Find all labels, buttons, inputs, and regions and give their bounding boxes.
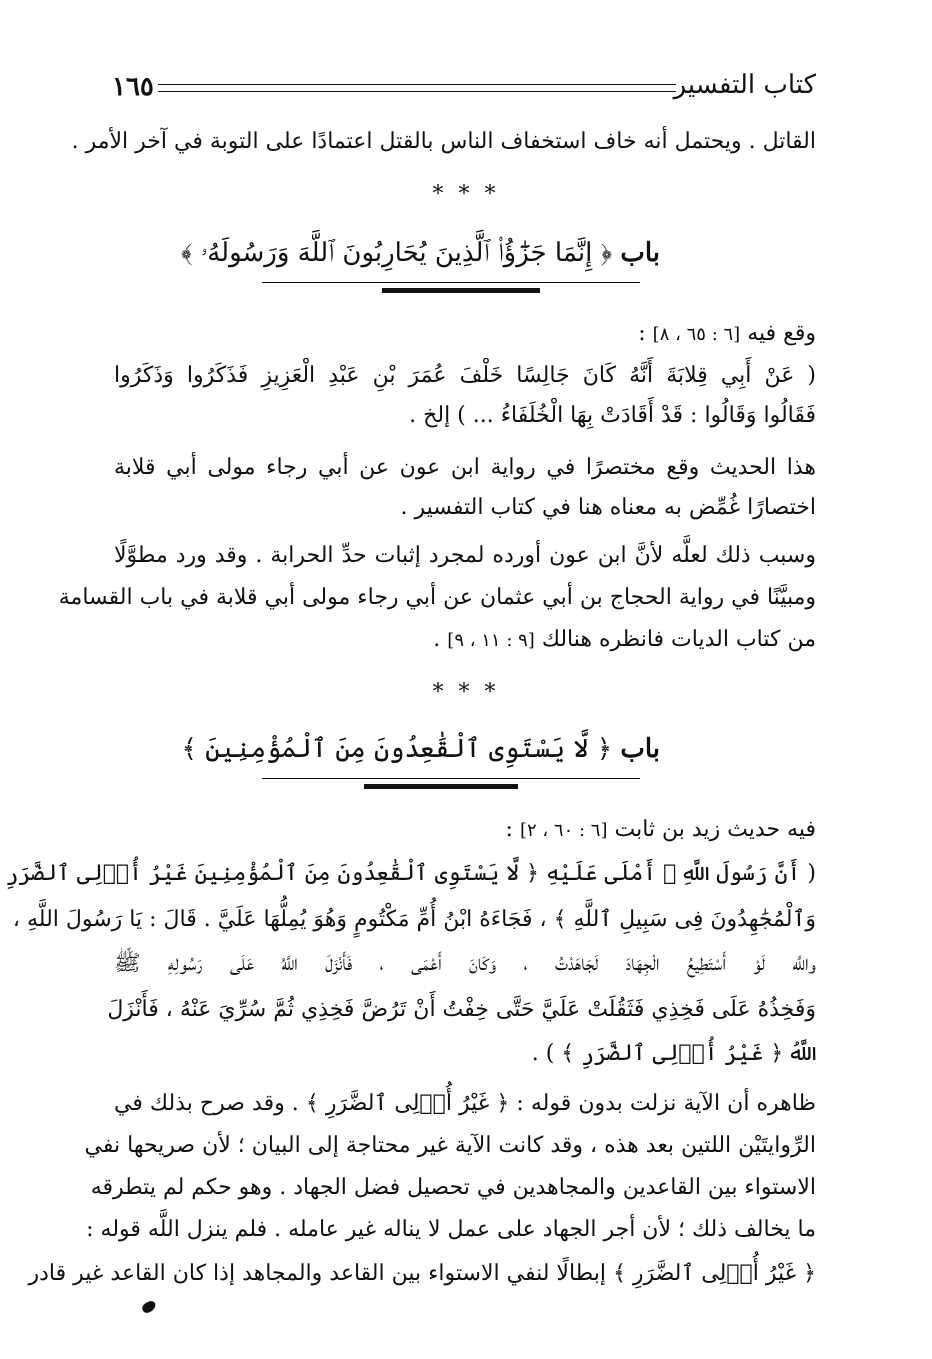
header-double-rule <box>158 84 676 92</box>
text-line: القاتل . ويحتمل أنه خاف استخفاف الناس بالقتل اعتمادًا على التوبة في آخر الأمر . <box>71 129 816 154</box>
text-line: الرِّوايتَيْن اللتين بعد هذه ، وقد كانت الآية غير محتاجة إلى البيان ؛ لأن صريحها نفي <box>84 1133 816 1158</box>
chapter-label: باب <box>620 238 660 268</box>
page-number: ١٦٥ <box>112 72 154 102</box>
text-line: اختصارًا غُمِّض به معناه هنا في كتاب التفسير . <box>400 495 816 520</box>
chapter-heading <box>181 238 660 269</box>
heading-thick-rule <box>364 784 518 789</box>
heading-thick-rule <box>382 288 540 293</box>
volume-reference: [٩ : ١١ ، ٩] <box>447 630 535 651</box>
page-header <box>100 64 816 104</box>
text-line <box>114 622 816 659</box>
running-title: كتاب التفسير <box>673 70 816 100</box>
text-line <box>114 812 816 849</box>
hadith-line: ( عَنْ أَبِي قِلابَةَ أَنَّهُ كَانَ جَالِسًا خَلْفَ عُمَرَ بْنِ عَبْدِ الْعَزِيزِ فَذَكَرُوا وَذَكَرُوا <box>114 363 816 388</box>
text-segment: . <box>433 627 441 652</box>
text-line: ظاهره أن الآية نزلت بدون قوله : ﴿ غَيْرُ أُو۟لِى ٱلضَّرَرِ ﴾ . وقد صرح بذلك في <box>114 1091 816 1116</box>
text-segment: : <box>638 321 646 346</box>
ink-blot <box>141 1300 158 1315</box>
hadith-line: وَٱلْمُجَٰهِدُونَ فِى سَبِيلِ ٱللَّهِ ﴾ ، فَجَاءَهُ ابْنُ أُمِّ مَكْتُومٍ وَهُوَ يُمِلُّهَا عَلَيَّ . قَالَ : يَا رَسُولَ اللَّهِ ، <box>12 907 816 932</box>
text-line <box>114 316 816 353</box>
heading-underline <box>262 282 640 283</box>
chapter-verse: ﴿ إِنَّمَا جَزَٰٓؤُا۟ ٱلَّذِينَ يُحَارِبُونَ ٱللَّهَ وَرَسُولَهُۥ ﴾ <box>180 238 613 268</box>
hadith-line: واللَّه لَوْ أَسْتَطِيعُ الْجِهَادَ لَجَاهَدْتُ ، وَكَانَ أَعْمَى ، فَأَنْزَلَ اللَّهُ عَلَى رَسُولِهِ ﷺ <box>114 951 816 976</box>
heading-underline <box>262 778 640 779</box>
text-segment: من كتاب الديات فانظره هنالك <box>541 627 816 652</box>
hadith-line: ( أَنَّ رَسُولَ اللَّهِ ﷺ أَمْلَى عَلَيْهِ ﴿ لَّا يَسْتَوِى ٱلْقَٰعِدُونَ مِنَ ٱلْمُؤْمِنِينَ غَيْرُ أُو۟لِى ٱلضَّرَرِ <box>5 861 816 886</box>
text-line: ﴿ غَيْرُ أُو۟لِى ٱلضَّرَرِ ﴾ إبطالًا لنفي الاستواء بين القاعد والمجاهد إذا كان القاعد غير قادر <box>28 1261 816 1286</box>
section-separator: * * * <box>432 182 500 207</box>
text-line: الاستواء بين القاعدين والمجاهدين في تحصيل فضل الجهاد . وهو حكم لم يتطرقه <box>90 1175 816 1200</box>
hadith-line: وَفَخِذُهُ عَلَى فَخِذِي فَثَقُلَتْ عَلَيَّ حَتَّى خِفْتُ أَنْ تَرُضَّ فَخِذِي ثُمَّ سُرِّيَ عَنْهُ ، فَأَنْزَلَ <box>107 997 816 1022</box>
hadith-line: فَقَالُوا وَقَالُوا : قَدْ أَقَادَتْ بِهَا الْخُلَفَاءُ ... ) إلخ . <box>409 403 816 428</box>
text-segment: فيه حديث زيد بن ثابت <box>614 817 816 842</box>
text-segment: وقع فيه <box>747 321 816 346</box>
section-separator: * * * <box>432 680 500 705</box>
text-segment: : <box>505 817 513 842</box>
text-line: هذا الحديث وقع مختصرًا في رواية ابن عون عن أبي رجاء مولى أبي قلابة <box>114 455 816 480</box>
hadith-line: اللَّهُ ﴿ غَيْرُ أُو۟لِى ٱلضَّرَرِ ﴾ ) . <box>531 1041 816 1066</box>
volume-reference: [٦ : ٦٠ ، ٢] <box>519 820 608 841</box>
chapter-label: باب <box>620 734 660 764</box>
text-line: ما يخالف ذلك ؛ لأن أجر الجهاد على عمل لا يناله غير عامله . فلم ينزل اللَّه قوله : <box>86 1217 816 1242</box>
text-line: ومبيَّنًا في رواية الحجاج بن أبي عثمان عن أبي رجاء مولى أبي قلابة في باب القسامة <box>58 585 816 610</box>
chapter-verse: ﴿ لَّا يَسْتَوِى ٱلْقَٰعِدُونَ مِنَ ٱلْمُؤْمِنِينَ ﴾ <box>181 734 613 764</box>
text-line: وسبب ذلك لعلَّه لأنَّ ابن عون أورده لمجرد إثبات حدِّ الحرابة . وقد ورد مطوَّلًا <box>114 543 816 568</box>
chapter-heading <box>182 734 660 764</box>
volume-reference: [٦ : ٦٥ ، ٨] <box>652 324 741 345</box>
